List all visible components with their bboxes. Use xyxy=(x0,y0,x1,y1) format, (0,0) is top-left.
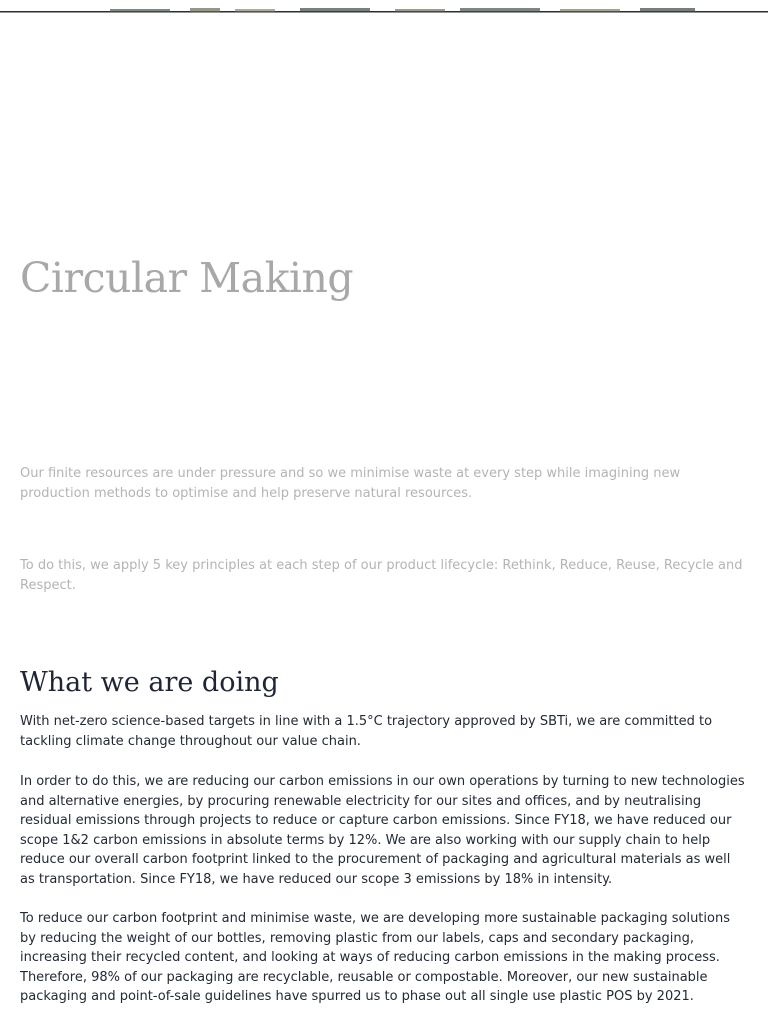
body-paragraph: To reduce our carbon footprint and minimise waste, we are developing more sustainable packaging solutions by reducing the weight of our bottles, removing plastic from our labels, caps and secondary packaging, increasing their recycled content, and looking at ways of reducing carbon emissions in the making process. Therefore, 98% of our packaging are recyclable, reusable or compostable. Moreover, our new sustainable packaging and point-of-sale guidelines have spurred us to phase out all single use plastic POS by 2021. xyxy=(20,911,730,1005)
body-paragraph: With net-zero science-based targets in line with a 1.5°C trajectory approved by SBTi, we are committed to tackling climate change throughout our value chain. xyxy=(20,714,713,749)
body-paragraph: In order to do this, we are reducing our carbon emissions in our own operations by turning to new technologies and alternative energies, by procuring renewable electricity for our sites and offices, and by neutralising residual emissions through projects to reduce or capture carbon emissions. Since FY18, we have reduced our scope 1&2 carbon emissions in absolute terms by 12%. We are also working with our supply chain to help reduce our overall carbon footprint linked to the procurement of packaging and agricultural materials as well as transportation. Since FY18, we have reduced our scope 3 emissions by 18% in intensity. xyxy=(20,774,745,887)
top-image-strip xyxy=(0,0,768,13)
cropped-banner-image xyxy=(0,0,768,13)
page-title: Circular Making xyxy=(20,254,354,302)
section-heading: What we are doing xyxy=(20,667,279,698)
intro-principles-paragraph: To do this, we apply 5 key principles at each step of our product lifecycle: Rethink, Reduce, Reuse, Recycle and Respect. xyxy=(20,558,743,593)
intro-paragraph: Our finite resources are under pressure and so we minimise waste at every step while imagining new production methods to optimise and help preserve natural resources. xyxy=(20,466,681,501)
